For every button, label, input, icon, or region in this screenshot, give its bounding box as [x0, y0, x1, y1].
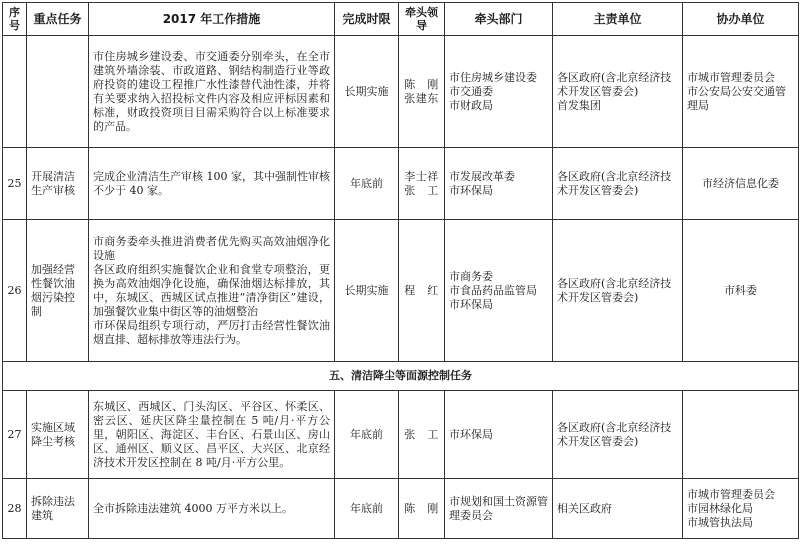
row-cooperating: 市经济信息化委: [683, 148, 799, 220]
section-row: [3, 362, 799, 391]
row-responsible: 各区政府(含北京经济技术开发区管委会): [553, 148, 683, 220]
row-deadline: 长期实施: [335, 220, 399, 362]
row-responsible: 相关区政府: [553, 479, 683, 539]
row-responsible: 各区政府(含北京经济技术开发区管委会): [553, 391, 683, 479]
leader-name: 程 红: [404, 283, 439, 297]
row-deadline: 年底前: [335, 479, 399, 539]
row-cooperating: 市科委: [683, 220, 799, 362]
row-task: 拆除违法建筑: [27, 479, 89, 539]
row-lead-leader: [399, 391, 445, 479]
row-deadline: 长期实施: [335, 36, 399, 148]
row-responsible: 各区政府(含北京经济技术开发区管委会) 首发集团: [553, 36, 683, 148]
leader-name: 陈 刚: [404, 501, 439, 515]
row-measures: 市住房城乡建设委、市交通委分别牵头，在全市建筑外墙涂装、市政道路、钢结构制造行业等政府投资的建设工程推广水性漆替代油性漆，并将有关要求纳入招投标文件内容及相应评标因素和标准，财政投资项目目需采购符合以上标准要求的产品。: [89, 36, 335, 148]
header-row: [3, 3, 799, 36]
row-task: 开展清洁生产审核: [27, 148, 89, 220]
row-lead-dept: 市商务委 市食品药品监管局 市环保局: [445, 220, 553, 362]
work-measures-table: [2, 2, 799, 539]
row-lead-leader: [399, 220, 445, 362]
row-measures: 东城区、西城区、门头沟区、平谷区、怀柔区、密云区、延庆区降尘量控制在 5 吨/月·平方公里，朝阳区、海淀区、丰台区、石景山区、房山区、通州区、顺义区、昌平区、大兴区、北京经济技术开发区控制在 8 吨/月·平方公里。: [89, 391, 335, 479]
header-task: 重点任务: [27, 3, 89, 36]
row-lead-dept: 市住房城乡建设委 市交通委 市财政局: [445, 36, 553, 148]
row-cooperating: 市城市管理委员会 市园林绿化局 市城管执法局: [683, 479, 799, 539]
row-seq: 26: [3, 220, 27, 362]
table-row: [3, 391, 799, 479]
leader-name: 张建东: [404, 91, 439, 105]
header-lead-dept: 牵头部门: [445, 3, 553, 36]
row-measures: 完成企业清洁生产审核 100 家，其中强制性审核不少于 40 家。: [89, 148, 335, 220]
row-responsible: 各区政府(含北京经济技术开发区管委会): [553, 220, 683, 362]
leader-name: 张 工: [404, 427, 439, 441]
row-measures: 全市拆除违法建筑 4000 万平方米以上。: [89, 479, 335, 539]
header-responsible: 主责单位: [553, 3, 683, 36]
header-cooperating: 协办单位: [683, 3, 799, 36]
row-seq: 25: [3, 148, 27, 220]
row-cooperating: 市城市管理委员会 市公安局公安交通管理局: [683, 36, 799, 148]
row-seq: [3, 36, 27, 148]
row-cooperating: [683, 391, 799, 479]
header-deadline: 完成时限: [335, 3, 399, 36]
row-lead-leader: [399, 36, 445, 148]
leader-name: 陈 刚: [404, 77, 439, 91]
row-seq: 28: [3, 479, 27, 539]
row-task: [27, 36, 89, 148]
row-lead-leader: [399, 148, 445, 220]
leader-name: 张 工: [404, 183, 439, 197]
header-lead-leader: 牵头领导: [399, 3, 445, 36]
row-task: 实施区域降尘考核: [27, 391, 89, 479]
header-seq: 序号: [3, 3, 27, 36]
row-seq: 27: [3, 391, 27, 479]
row-measures: 市商务委牵头推进消费者优先购买高效油烟净化设施 各区政府组织实施餐饮企业和食堂专项整治，更换为高效油烟净化设施，确保油烟达标排放，其中，东城区、西城区试点推进“清净街区”建设，加强餐饮业集中街区等的油烟整治 市环保局组织专项行动，严厉打击经营性餐饮油烟直排、超标排放等违法行为。: [89, 220, 335, 362]
row-lead-dept: 市发展改革委 市环保局: [445, 148, 553, 220]
row-deadline: 年底前: [335, 148, 399, 220]
row-task: 加强经营性餐饮油烟污染控制: [27, 220, 89, 362]
table-row: [3, 148, 799, 220]
row-lead-leader: [399, 479, 445, 539]
header-measures: 2017 年工作措施: [89, 3, 335, 36]
leader-name: 李士祥: [404, 169, 439, 183]
row-lead-dept: 市环保局: [445, 391, 553, 479]
section-title: 五、清洁降尘等面源控制任务: [3, 362, 799, 391]
table-row: [3, 36, 799, 148]
table-row: [3, 220, 799, 362]
row-deadline: 年底前: [335, 391, 399, 479]
table-row: [3, 479, 799, 539]
row-lead-dept: 市规划和国土资源管理委员会: [445, 479, 553, 539]
